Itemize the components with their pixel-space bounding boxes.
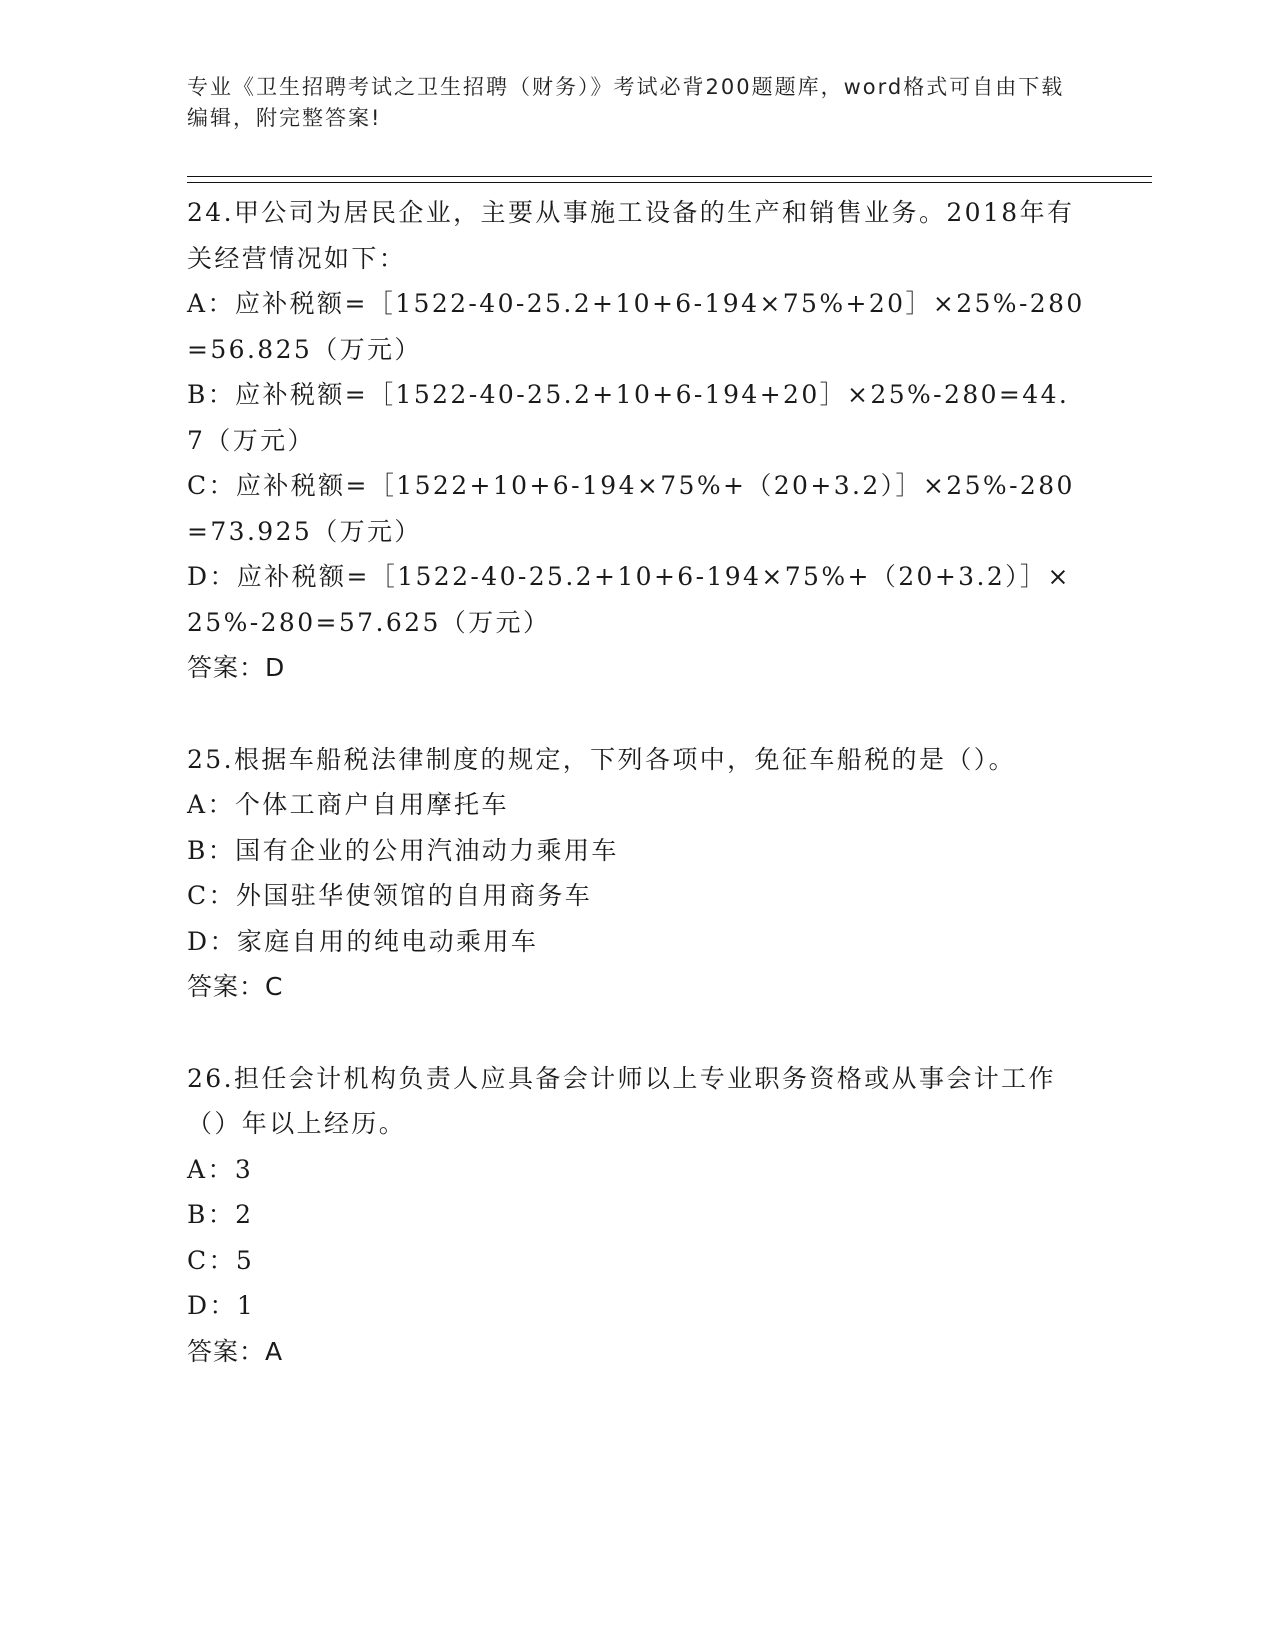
question-stem: 26.担任会计机构负责人应具备会计师以上专业职务资格或从事会计工作（）年以上经历。 (187, 1063, 1056, 1138)
option-b: B：应补税额=［1522-40-25.2+10+6-194+20］×25%-280=44.7（万元） (187, 380, 1070, 455)
option-b: B：2 (187, 1200, 254, 1229)
question-stem: 24.甲公司为居民企业，主要从事施工设备的生产和销售业务。2018年有关经营情况如下： (187, 198, 1075, 273)
question-spacer (187, 1010, 1087, 1056)
option-c: C：应补税额=［1522+10+6-194×75%+（20+3.2）］×25%-280=73.925（万元） (187, 471, 1075, 546)
option-b: B：国有企业的公用汽油动力乘用车 (187, 835, 619, 865)
question-stem: 25.根据车船税法律制度的规定，下列各项中，免征车船税的是（）。 (187, 744, 1017, 774)
question-25 (187, 737, 1087, 1010)
option-c: C：外国驻华使领馆的自用商务车 (187, 881, 593, 910)
answer-line: 答案：D (187, 653, 286, 682)
option-d: D：家庭自用的纯电动乘用车 (187, 926, 539, 956)
answer-line: 答案：A (187, 1336, 284, 1366)
page-header: 专业《卫生招聘考试之卫生招聘（财务）》考试必背200题题库，word格式可自由下载编辑，附完整答案! (187, 75, 1065, 130)
option-d: D：1 (187, 1291, 256, 1320)
question-24 (187, 190, 1087, 691)
option-a: A：3 (187, 1154, 254, 1184)
option-d: D：应补税额=［1522-40-25.2+10+6-194×75%+（20+3.2）］×25%-280=57.625（万元） (187, 562, 1071, 637)
answer-line: 答案：C (187, 972, 284, 1001)
question-spacer (187, 691, 1087, 737)
question-list (187, 190, 1087, 1374)
option-a: A：应补税额=［1522-40-25.2+10+6-194×75%+20］×25%-280=56.825（万元） (187, 289, 1085, 364)
question-26 (187, 1056, 1087, 1375)
header-rule-top (187, 176, 1152, 177)
option-c: C：5 (187, 1245, 255, 1275)
header-rule-bottom (187, 182, 1152, 183)
option-a: A：个体工商户自用摩托车 (187, 790, 509, 819)
